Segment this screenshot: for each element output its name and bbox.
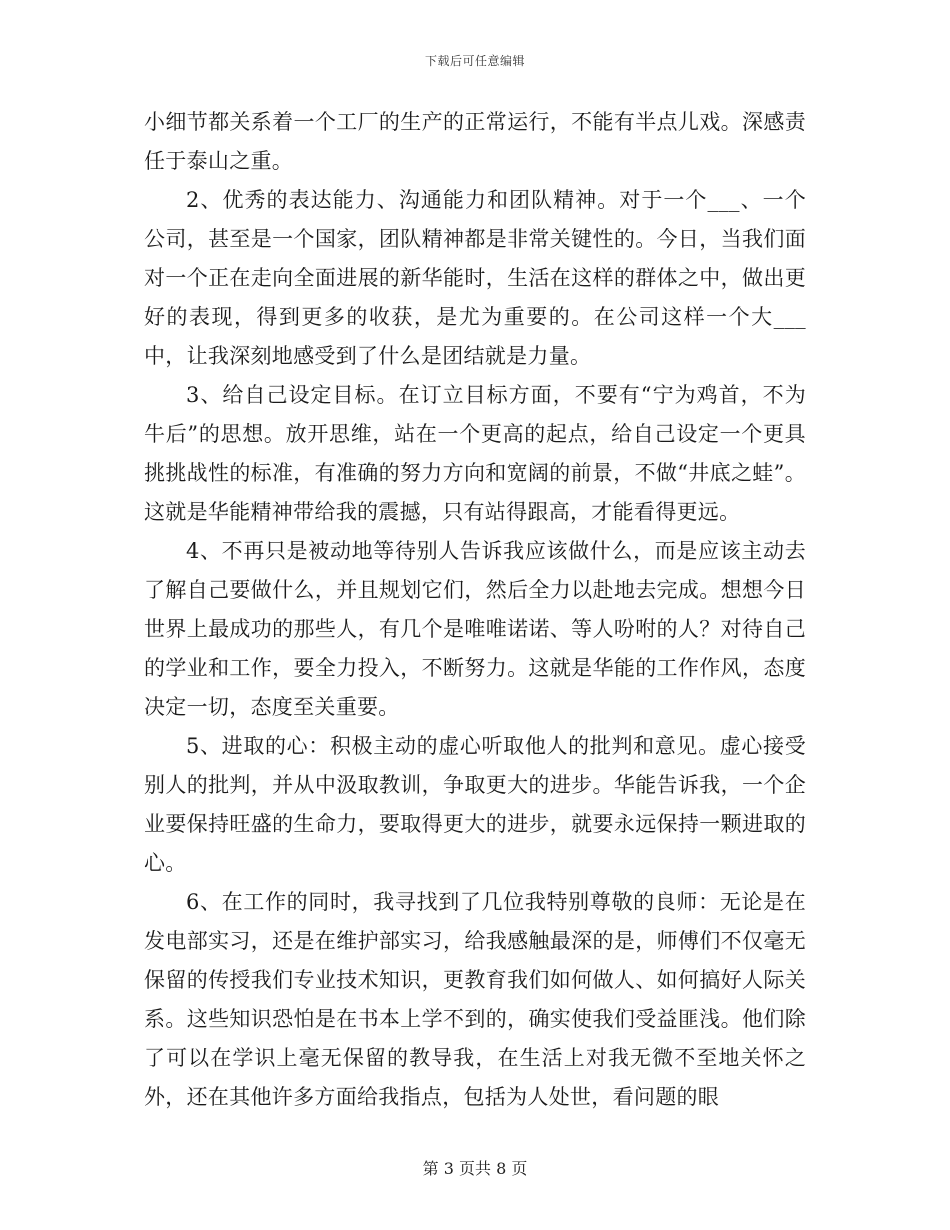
paragraph-6: 6、在工作的同时，我寻找到了几位我特别尊敬的良师：无论是在发电部实习，还是在维护部实习，给我感触最深的是，师傅们不仅毫无保留的传授我们专业技术知识，更教育我们如何做人、如何搞好人际关系。这些知识恐怕是在书本上学不到的，确实使我们受益匪浅。他们除了可以在学识上毫无保留的教导我，在生活上对我无微不至地关怀之外，还在其他许多方面给我指点，包括为人处世，看问题的眼 <box>144 890 806 1109</box>
paragraph-5: 5、进取的心：积极主动的虚心听取他人的批判和意见。虚心接受别人的批判，并从中汲取教训，争取更大的进步。华能告诉我，一个企业要保持旺盛的生命力，要取得更大的进步，就要永远保持一颗进取的心。 <box>144 734 806 875</box>
document-body <box>144 103 806 1117</box>
page-header: 下载后可任意编辑 <box>424 54 525 68</box>
paragraph-3: 3、给自己设定目标。在订立目标方面，不要有“宁为鸡首，不为牛后”的思想。放开思维，站在一个更高的起点，给自己设定一个更具挑挑战性的标准，有准确的努力方向和宽阔的前景，不做“井底之蛙”。这就是华能精神带给我的震撼，只有站得跟高，才能看得更远。 <box>144 383 806 524</box>
page-number: 第 3 页共 8 页 <box>422 1159 528 1178</box>
paragraph-4: 4、不再只是被动地等待别人告诉我应该做什么，而是应该主动去了解自己要做什么，并且规划它们，然后全力以赴地去完成。想想今日世界上最成功的那些人，有几个是唯唯诺诺、等人吩咐的人？对待自己的学业和工作，要全力投入，不断努力。这就是华能的工作作风，态度决定一切，态度至关重要。 <box>144 539 806 719</box>
paragraph-1: 小细节都关系着一个工厂的生产的正常运行，不能有半点儿戏。深感责任于泰山之重。 <box>144 110 806 173</box>
paragraph-2: 2、优秀的表达能力、沟通能力和团队精神。对于一个___、一个公司，甚至是一个国家，团队精神都是非常关键性的。今日，当我们面对一个正在走向全面进展的新华能时，生活在这样的群体之中，做出更好的表现，得到更多的收获，是尤为重要的。在公司这样一个大___中，让我深刻地感受到了什么是团结就是力量。 <box>144 188 806 368</box>
